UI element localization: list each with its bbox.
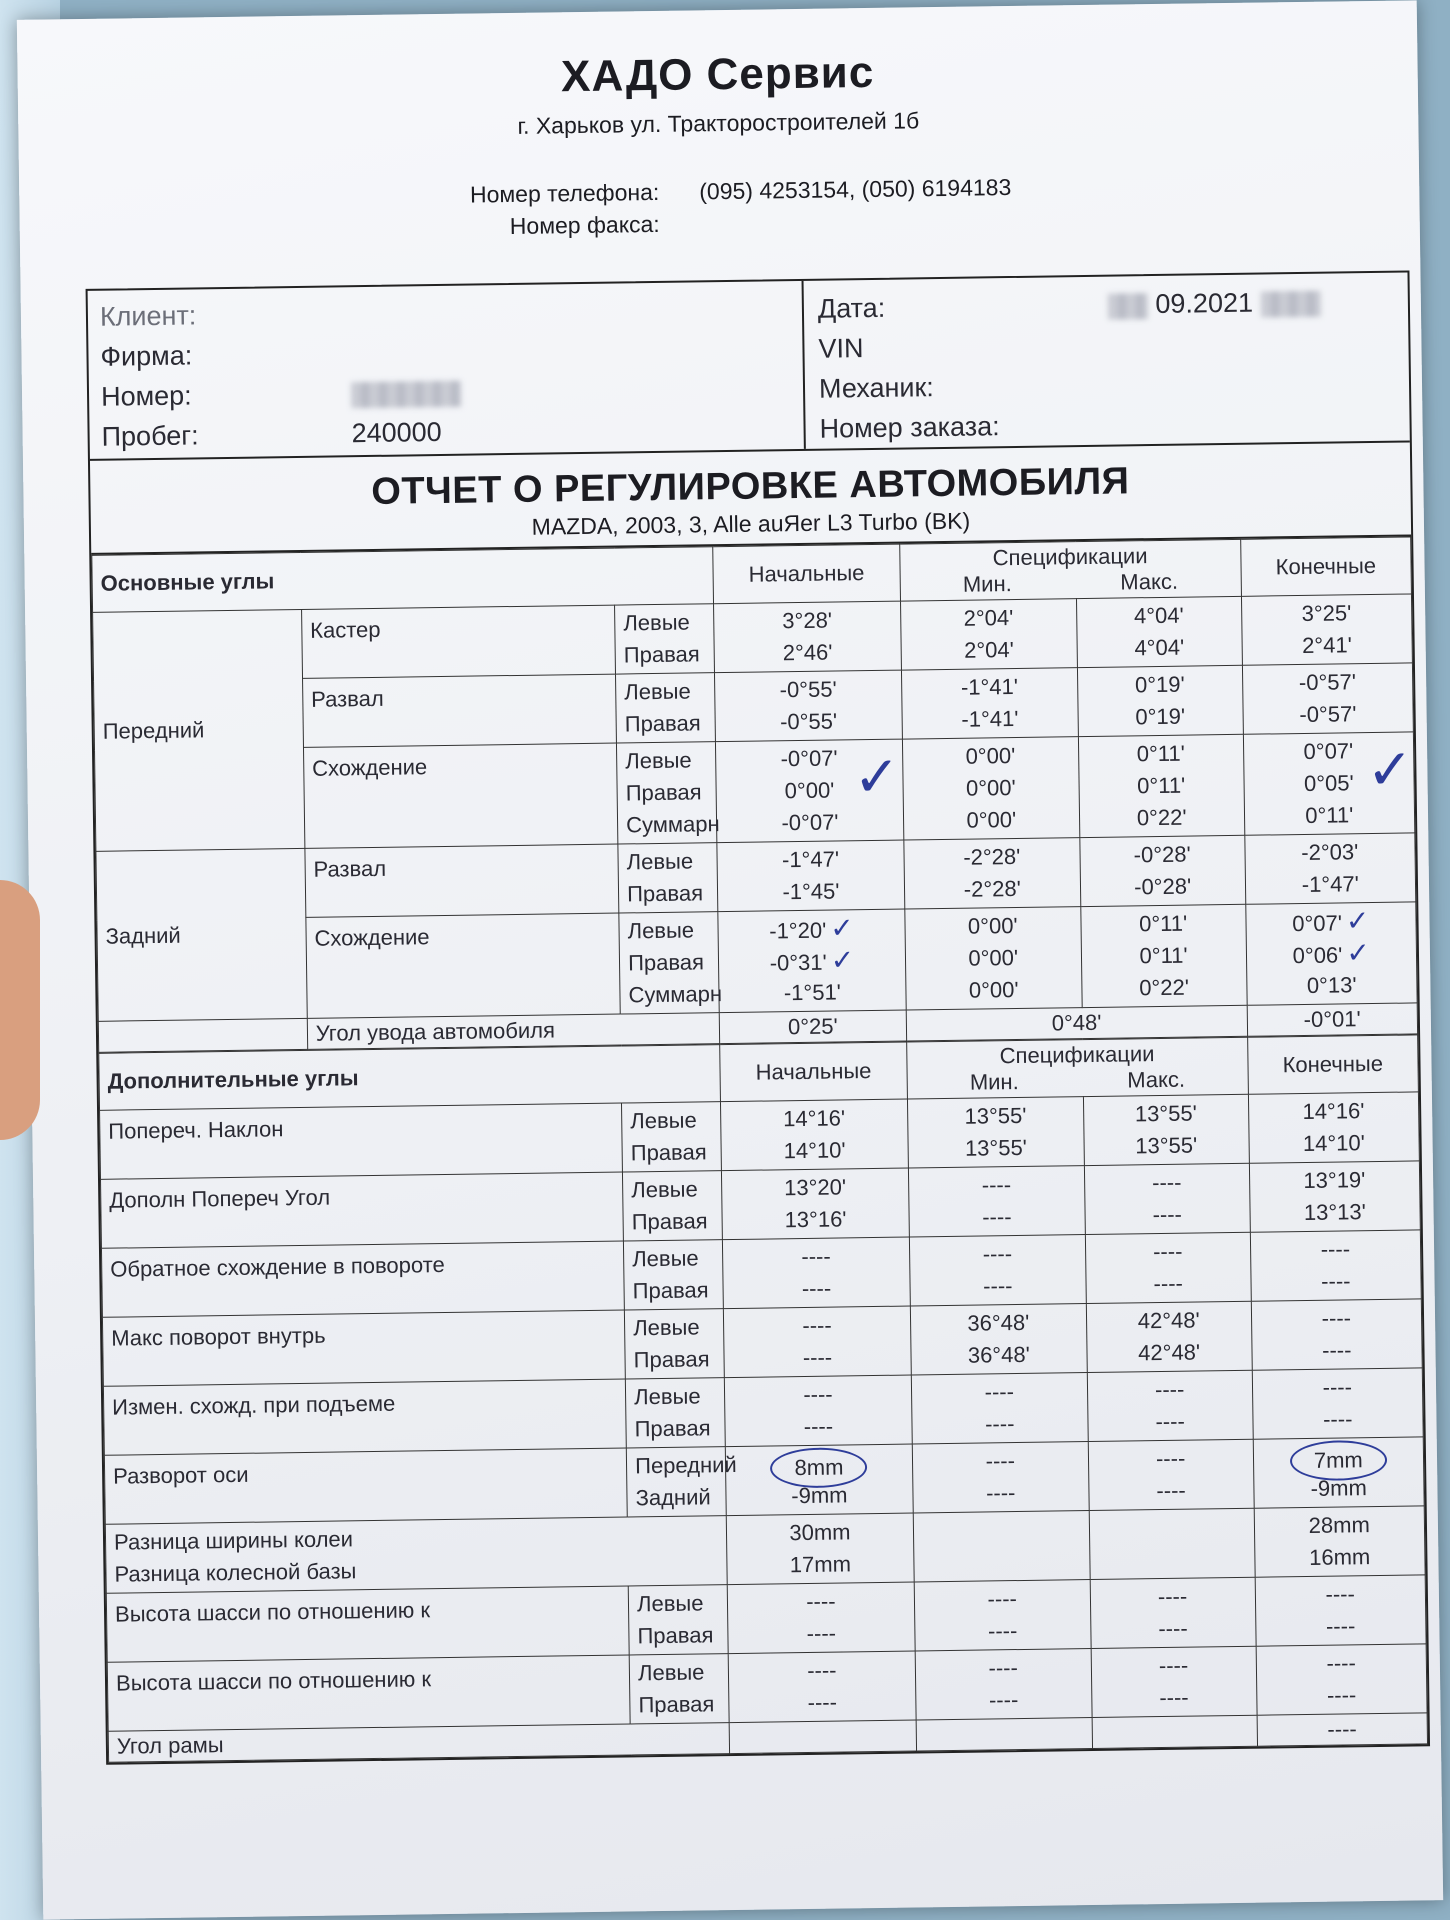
value-cell: 4°04' xyxy=(1134,634,1185,661)
value-cell: ---- xyxy=(984,1379,1015,1405)
incl-angle-initial xyxy=(721,1168,909,1240)
setback-min xyxy=(912,1442,1089,1513)
front-camber-max xyxy=(1077,665,1243,736)
specs-label: Спецификации xyxy=(992,543,1148,571)
circled-value: 7mm xyxy=(1290,1440,1387,1481)
caster-label: Кастер xyxy=(301,605,615,678)
value-cell: 0°00' xyxy=(965,774,1016,801)
value-cell: ---- xyxy=(1151,1169,1182,1196)
value-cell: ---- xyxy=(1154,1376,1185,1403)
thrust-label: Угол увода автомобиля xyxy=(307,1013,720,1050)
value-cell: 42°48' xyxy=(1137,1307,1200,1334)
right-label: Правая xyxy=(624,710,701,737)
toe-out-turn-final xyxy=(1250,1230,1421,1301)
value-cell: ---- xyxy=(1158,1615,1188,1642)
value-cell: 13°16' xyxy=(784,1206,847,1233)
value-cell: -0°28' xyxy=(1133,873,1192,900)
left-label: Левые xyxy=(626,848,694,875)
incl-angle-final xyxy=(1249,1161,1420,1232)
mileage-value: 240000 xyxy=(351,416,442,449)
front-group-label: Передний xyxy=(93,609,305,851)
value-cell: 3°28' xyxy=(782,607,833,634)
value-cell: ---- xyxy=(987,1618,1018,1644)
rear-camber-min xyxy=(904,838,1081,909)
value-cell: 0°19' xyxy=(1135,703,1186,730)
height2-max xyxy=(1091,1646,1257,1717)
left-label: Левые xyxy=(624,678,691,705)
value-cell: 13°13' xyxy=(1303,1199,1367,1226)
caster-incl-max xyxy=(1083,1094,1249,1165)
circled-value: 8mm xyxy=(770,1447,867,1488)
redacted-plate xyxy=(351,381,461,409)
left-label: Левые xyxy=(634,1383,701,1410)
toe-lift-final xyxy=(1252,1368,1423,1439)
toe-lift-initial xyxy=(724,1375,912,1447)
value-cell: 0°00' xyxy=(968,944,1019,971)
height1-final xyxy=(1255,1575,1426,1646)
final-header: Конечные xyxy=(1247,1035,1418,1094)
height1-initial xyxy=(727,1582,915,1654)
value-cell: ---- xyxy=(1320,1236,1351,1262)
phone-value: (095) 4253154, (050) 6194183 xyxy=(699,173,1012,205)
value-cell: ---- xyxy=(1326,1650,1357,1676)
client-info xyxy=(88,281,806,459)
left-label: Левые xyxy=(633,1314,700,1341)
value-cell xyxy=(734,1447,904,1481)
max-turn-label: Макс поворот внутрь xyxy=(102,1310,625,1386)
track-min xyxy=(913,1511,1090,1582)
phone-row xyxy=(469,173,1012,208)
value-cell: 0°00' xyxy=(968,976,1019,1003)
value-cell: ---- xyxy=(802,1344,833,1371)
value-cell: -1°47' xyxy=(781,846,840,873)
value-cell: 0°00' xyxy=(784,777,835,804)
value-cell: 0°00' xyxy=(966,806,1017,833)
right-label: Правая xyxy=(634,1415,711,1442)
toe-out-turn-min xyxy=(909,1235,1086,1306)
value-cell: 3°25' xyxy=(1301,600,1352,626)
right-label: Правая xyxy=(632,1277,709,1304)
side-labels xyxy=(624,1309,724,1379)
incl-angle-max xyxy=(1084,1163,1250,1234)
order-info xyxy=(804,272,1410,448)
max-turn-max xyxy=(1086,1301,1252,1372)
value-cell: ---- xyxy=(1155,1445,1186,1472)
value-text: -1°20' xyxy=(769,917,827,944)
main-angles-table xyxy=(91,536,1418,1052)
firm-label: Фирма: xyxy=(100,340,193,372)
value-cell: ---- xyxy=(801,1243,831,1270)
value-cell: ---- xyxy=(1157,1583,1188,1610)
report-table-frame xyxy=(86,270,1430,1764)
thrust-spec: 0°48' xyxy=(906,1005,1247,1041)
side-labels xyxy=(617,742,720,844)
value-cell: 0°11' xyxy=(1139,942,1188,969)
value-cell: ---- xyxy=(807,1657,837,1683)
toe-lift-max xyxy=(1087,1370,1253,1441)
value-cell: -0°07' xyxy=(780,745,838,772)
toe-out-turn-initial xyxy=(722,1237,910,1309)
caster-incl-final xyxy=(1248,1092,1419,1163)
phone-label: Номер телефона: xyxy=(469,178,660,208)
report-title-block xyxy=(90,442,1411,554)
height2-min xyxy=(915,1649,1092,1720)
value-cell: ---- xyxy=(988,1655,1019,1681)
toe-label: Схождение xyxy=(303,743,618,848)
front-toe-min xyxy=(902,737,1079,840)
mileage-line xyxy=(101,407,791,457)
total-label: Суммарн xyxy=(626,811,720,838)
side-labels xyxy=(619,912,723,1014)
initial-header: Начальные xyxy=(720,1042,908,1102)
value-cell: ---- xyxy=(801,1275,832,1302)
handwritten-check-icon: ✓ xyxy=(1345,904,1370,938)
alignment-report-sheet xyxy=(17,0,1443,1919)
value-cell: ---- xyxy=(1321,1268,1351,1294)
value-cell: ---- xyxy=(1153,1270,1184,1297)
incl-angle-min xyxy=(908,1166,1085,1237)
rear-camber-max xyxy=(1080,835,1246,906)
value-cell: 36°48' xyxy=(967,1341,1030,1368)
toe-out-turn-label: Обратное схождение в повороте xyxy=(101,1241,624,1317)
value-text: -0°31' xyxy=(769,949,827,976)
report-title: ОТЧЕТ О РЕГУЛИРОВКЕ АВТОМОБИЛЯ xyxy=(371,460,1130,513)
handwritten-check-icon: ✓ xyxy=(830,911,854,945)
value-cell xyxy=(727,944,897,978)
height1-max xyxy=(1090,1577,1256,1648)
value-cell: ---- xyxy=(1321,1337,1352,1363)
date-label: Дата: xyxy=(817,292,886,324)
value-cell: 13°20' xyxy=(783,1174,847,1201)
value-cell: 2°41' xyxy=(1301,632,1352,658)
right-label: Правая xyxy=(633,1346,710,1373)
left-label: Левые xyxy=(630,1107,697,1134)
height1-min xyxy=(914,1580,1091,1651)
value-cell: -1°41' xyxy=(960,673,1019,700)
value-cell: 0°00' xyxy=(965,742,1016,769)
right-label: Правая xyxy=(626,880,704,907)
front-axle-label: Передний xyxy=(634,1451,737,1479)
value-cell: 16mm xyxy=(1308,1544,1371,1570)
value-cell: 30mm xyxy=(789,1519,851,1546)
value-cell: ---- xyxy=(1325,1581,1356,1607)
value-cell: ---- xyxy=(1322,1406,1353,1432)
value-cell: ---- xyxy=(983,1273,1013,1299)
height-label-2: Высота шасси по отношению к xyxy=(107,1655,630,1731)
value-cell: -1°47' xyxy=(1301,871,1359,898)
value-cell: 0°11' xyxy=(1138,910,1188,937)
value-cell: -0°55' xyxy=(779,708,838,735)
track-max xyxy=(1089,1508,1255,1579)
value-cell: ---- xyxy=(806,1620,837,1646)
track-final xyxy=(1254,1506,1425,1577)
rear-camber-label: Развал xyxy=(305,844,619,917)
max-turn-min xyxy=(910,1304,1087,1375)
setback-label: Разворот оси xyxy=(104,1448,627,1524)
rear-axle-label: Задний xyxy=(635,1484,711,1511)
caster-max xyxy=(1076,596,1242,667)
value-text: 0°07' xyxy=(1292,910,1343,937)
value-cell: ---- xyxy=(1156,1477,1186,1504)
value-cell: 36°48' xyxy=(967,1309,1030,1336)
total-label: Суммарн xyxy=(628,981,723,1008)
caster-min xyxy=(900,599,1077,670)
frame-initial xyxy=(729,1720,916,1754)
redacted-time xyxy=(1260,291,1320,318)
specs-label: Спецификации xyxy=(999,1041,1155,1069)
value-cell: 14°10' xyxy=(1302,1130,1366,1157)
value-cell: 13°55' xyxy=(1134,1100,1197,1127)
left-label: Левые xyxy=(632,1245,699,1272)
mileage-label: Пробег: xyxy=(101,420,199,452)
frame-final: ---- xyxy=(1257,1713,1428,1746)
value-cell: 14°10' xyxy=(783,1137,846,1164)
value-cell: ---- xyxy=(985,1448,1016,1474)
value-cell: 13°55' xyxy=(964,1102,1027,1129)
value-cell: 0°19' xyxy=(1134,671,1185,698)
setback-final xyxy=(1253,1437,1424,1508)
value-cell: ---- xyxy=(802,1312,832,1339)
front-camber-min xyxy=(901,668,1078,739)
right-label: Правая xyxy=(630,1139,707,1166)
rear-toe-min xyxy=(905,907,1082,1010)
handwritten-check-icon: ✓ xyxy=(1346,936,1371,970)
track-initial xyxy=(726,1513,914,1585)
value-cell xyxy=(1261,1439,1415,1473)
value-cell: 0°11' xyxy=(1305,802,1354,828)
value-cell: -9mm xyxy=(1310,1475,1368,1501)
main-angles-title: Основные углы xyxy=(92,547,714,613)
value-cell: 4°04' xyxy=(1133,602,1184,629)
value-cell: -2°28' xyxy=(963,875,1021,902)
value-text: 0°06' xyxy=(1292,942,1343,969)
value-cell: ---- xyxy=(982,1204,1012,1230)
value-cell xyxy=(1254,905,1408,939)
value-cell xyxy=(726,912,896,946)
min-label: Мин. xyxy=(962,571,1012,597)
value-cell: 17mm xyxy=(789,1551,852,1578)
value-cell: ---- xyxy=(1159,1684,1189,1711)
value-cell: ---- xyxy=(982,1241,1013,1267)
thrust-initial: 0°25' xyxy=(719,1010,906,1044)
value-cell: 0°07' xyxy=(1303,738,1354,764)
side-labels xyxy=(623,1171,723,1241)
rear-toe-final xyxy=(1245,902,1417,1005)
value-cell: 0°22' xyxy=(1136,804,1187,831)
value-cell: 13°55' xyxy=(964,1134,1028,1161)
value-cell: 0°22' xyxy=(1139,974,1190,1001)
value-cell: ---- xyxy=(1152,1201,1183,1228)
frame-max xyxy=(1092,1715,1257,1748)
value-cell: -9mm xyxy=(791,1482,848,1509)
number-label: Номер: xyxy=(100,380,192,412)
right-label: Правая xyxy=(627,949,705,976)
side-labels xyxy=(625,1378,725,1448)
value-cell: 13°55' xyxy=(1135,1132,1198,1159)
right-label: Правая xyxy=(631,1208,708,1235)
toe-lift-label: Измен. схожд. при подъеме xyxy=(103,1379,626,1455)
rear-toe-max xyxy=(1080,904,1246,1007)
incl-angle-label: Дополн Попереч Угол xyxy=(101,1172,624,1248)
value-cell: ---- xyxy=(981,1172,1012,1198)
right-label: Правая xyxy=(637,1622,714,1649)
final-header: Конечные xyxy=(1240,537,1411,596)
toe-lift-min xyxy=(911,1373,1088,1444)
order-line xyxy=(819,401,1396,449)
value-cell: 2°04' xyxy=(963,637,1014,663)
value-cell: 0°13' xyxy=(1306,972,1357,998)
side-labels xyxy=(622,1102,722,1172)
front-camber-initial xyxy=(714,670,902,742)
left-label: Левые xyxy=(625,747,692,774)
setback-max xyxy=(1088,1439,1254,1510)
frame-min xyxy=(916,1718,1092,1751)
rear-toe-label: Схождение xyxy=(306,913,621,1018)
value-cell: -0°28' xyxy=(1133,841,1191,868)
front-toe-max xyxy=(1078,734,1244,837)
additional-angles-title: Дополнительные углы xyxy=(99,1045,721,1111)
side-labels xyxy=(624,1240,724,1310)
caster-final xyxy=(1241,594,1412,665)
thrust-final: -0°01' xyxy=(1247,1003,1418,1036)
value-cell: -1°51' xyxy=(783,979,842,1006)
value-cell: -0°57' xyxy=(1298,669,1357,696)
handwritten-check-icon: ✓ xyxy=(852,744,901,811)
finger-holding-paper xyxy=(0,880,40,1140)
value-cell: ---- xyxy=(984,1411,1015,1437)
min-label: Мин. xyxy=(969,1068,1019,1095)
max-turn-final xyxy=(1251,1299,1422,1370)
rear-camber-final xyxy=(1244,833,1415,904)
thrust-blank xyxy=(98,1018,307,1052)
value-cell: 0°00' xyxy=(967,912,1018,939)
left-label: Левые xyxy=(636,1590,704,1617)
value-cell: ---- xyxy=(803,1413,834,1440)
value-cell: -2°28' xyxy=(963,843,1021,870)
company-address: г. Харьков ул. Тракторостроителей 1б xyxy=(517,107,920,139)
value-cell: 14°16' xyxy=(1302,1098,1365,1125)
value-cell: ---- xyxy=(1322,1374,1353,1400)
left-label: Левые xyxy=(631,1176,698,1203)
toe-out-turn-max xyxy=(1085,1232,1251,1303)
max-label: Макс. xyxy=(1120,568,1179,595)
value-cell: ---- xyxy=(1321,1305,1352,1331)
rear-toe-initial xyxy=(718,909,906,1013)
side-labels xyxy=(615,604,715,674)
value-cell: ---- xyxy=(1158,1652,1189,1679)
handwritten-check-icon: ✓ xyxy=(1366,737,1414,804)
side-labels xyxy=(629,1654,729,1724)
value-cell: 0°11' xyxy=(1137,772,1186,799)
value-cell: 13°19' xyxy=(1303,1167,1366,1194)
info-block xyxy=(88,272,1410,460)
caster-incl-initial xyxy=(720,1099,908,1171)
rear-group-label: Задний xyxy=(96,848,307,1021)
front-toe-initial xyxy=(715,739,903,843)
side-labels xyxy=(618,843,718,913)
track-diff-labels xyxy=(105,1516,727,1594)
client-label: Клиент: xyxy=(99,300,197,332)
height2-initial xyxy=(728,1651,916,1723)
vehicle-description: MAZDA, 2003, 3, Alle auЯer L3 Turbo (BK) xyxy=(531,507,971,540)
value-cell: 14°16' xyxy=(783,1105,846,1132)
value-cell: -0°07' xyxy=(781,809,839,836)
date-value: 09.2021 xyxy=(1155,287,1254,319)
order-label: Номер заказа: xyxy=(819,411,1000,444)
value-cell: -1°41' xyxy=(961,705,1019,732)
wheelbase-label: Разница колесной базы xyxy=(114,1558,357,1587)
value-cell: ---- xyxy=(1325,1613,1356,1639)
value-cell: -2°03' xyxy=(1301,839,1359,866)
value-cell: 28mm xyxy=(1308,1512,1370,1538)
company-name: ХАДО Сервис xyxy=(560,47,875,102)
value-cell: ---- xyxy=(1326,1682,1357,1708)
specs-header xyxy=(900,539,1241,601)
camber-label: Развал xyxy=(302,674,616,747)
value-cell: ---- xyxy=(807,1689,838,1715)
left-label: Левые xyxy=(627,917,695,944)
side-labels xyxy=(628,1585,728,1655)
value-cell: 0°11' xyxy=(1136,740,1186,767)
value-cell: ---- xyxy=(806,1588,836,1614)
mechanic-label: Механик: xyxy=(818,372,934,404)
specs-header xyxy=(907,1037,1248,1099)
fax-label: Номер факса: xyxy=(509,210,660,240)
axle-labels xyxy=(626,1447,737,1517)
redacted-day xyxy=(1108,293,1148,320)
caster-incl-min xyxy=(907,1097,1084,1168)
additional-angles-table xyxy=(98,1034,1428,1762)
value-cell: ---- xyxy=(985,1480,1016,1506)
front-toe-final xyxy=(1243,732,1415,835)
value-cell: 2°04' xyxy=(963,605,1014,631)
value-cell: -0°55' xyxy=(779,676,837,703)
left-label: Левые xyxy=(623,609,690,636)
left-label: Левые xyxy=(637,1659,705,1686)
right-label: Правая xyxy=(623,641,700,668)
initial-header: Начальные xyxy=(713,544,901,604)
vin-label: VIN xyxy=(818,333,864,364)
frame-angle-label: Угол рамы xyxy=(108,1723,729,1763)
max-turn-initial xyxy=(723,1306,911,1378)
handwritten-check-icon: ✓ xyxy=(830,943,855,977)
side-labels xyxy=(616,673,716,743)
value-cell xyxy=(1254,937,1408,971)
rear-camber-initial xyxy=(717,840,905,912)
value-cell: ---- xyxy=(803,1381,833,1408)
value-cell: ---- xyxy=(988,1687,1019,1713)
track-width-label: Разница ширины колеи xyxy=(113,1526,354,1555)
value-cell: ---- xyxy=(987,1586,1018,1612)
caster-initial xyxy=(714,601,902,673)
height2-final xyxy=(1256,1644,1427,1715)
value-cell: -0°57' xyxy=(1299,701,1357,728)
value-cell: -1°45' xyxy=(782,878,840,905)
max-label: Макс. xyxy=(1127,1066,1186,1093)
height-label-1: Высота шасси по отношению к xyxy=(106,1586,629,1662)
value-cell: ---- xyxy=(1155,1408,1185,1435)
right-label: Правая xyxy=(625,779,702,806)
value-cell: 0°05' xyxy=(1303,770,1354,796)
caster-incl-label: Попереч. Наклон xyxy=(100,1103,623,1179)
right-label: Правая xyxy=(638,1691,715,1718)
value-cell: ---- xyxy=(1152,1238,1183,1265)
value-cell: 2°46' xyxy=(782,639,833,666)
value-cell: 42°48' xyxy=(1138,1339,1201,1366)
front-camber-final xyxy=(1242,663,1413,734)
setback-initial xyxy=(725,1444,913,1516)
